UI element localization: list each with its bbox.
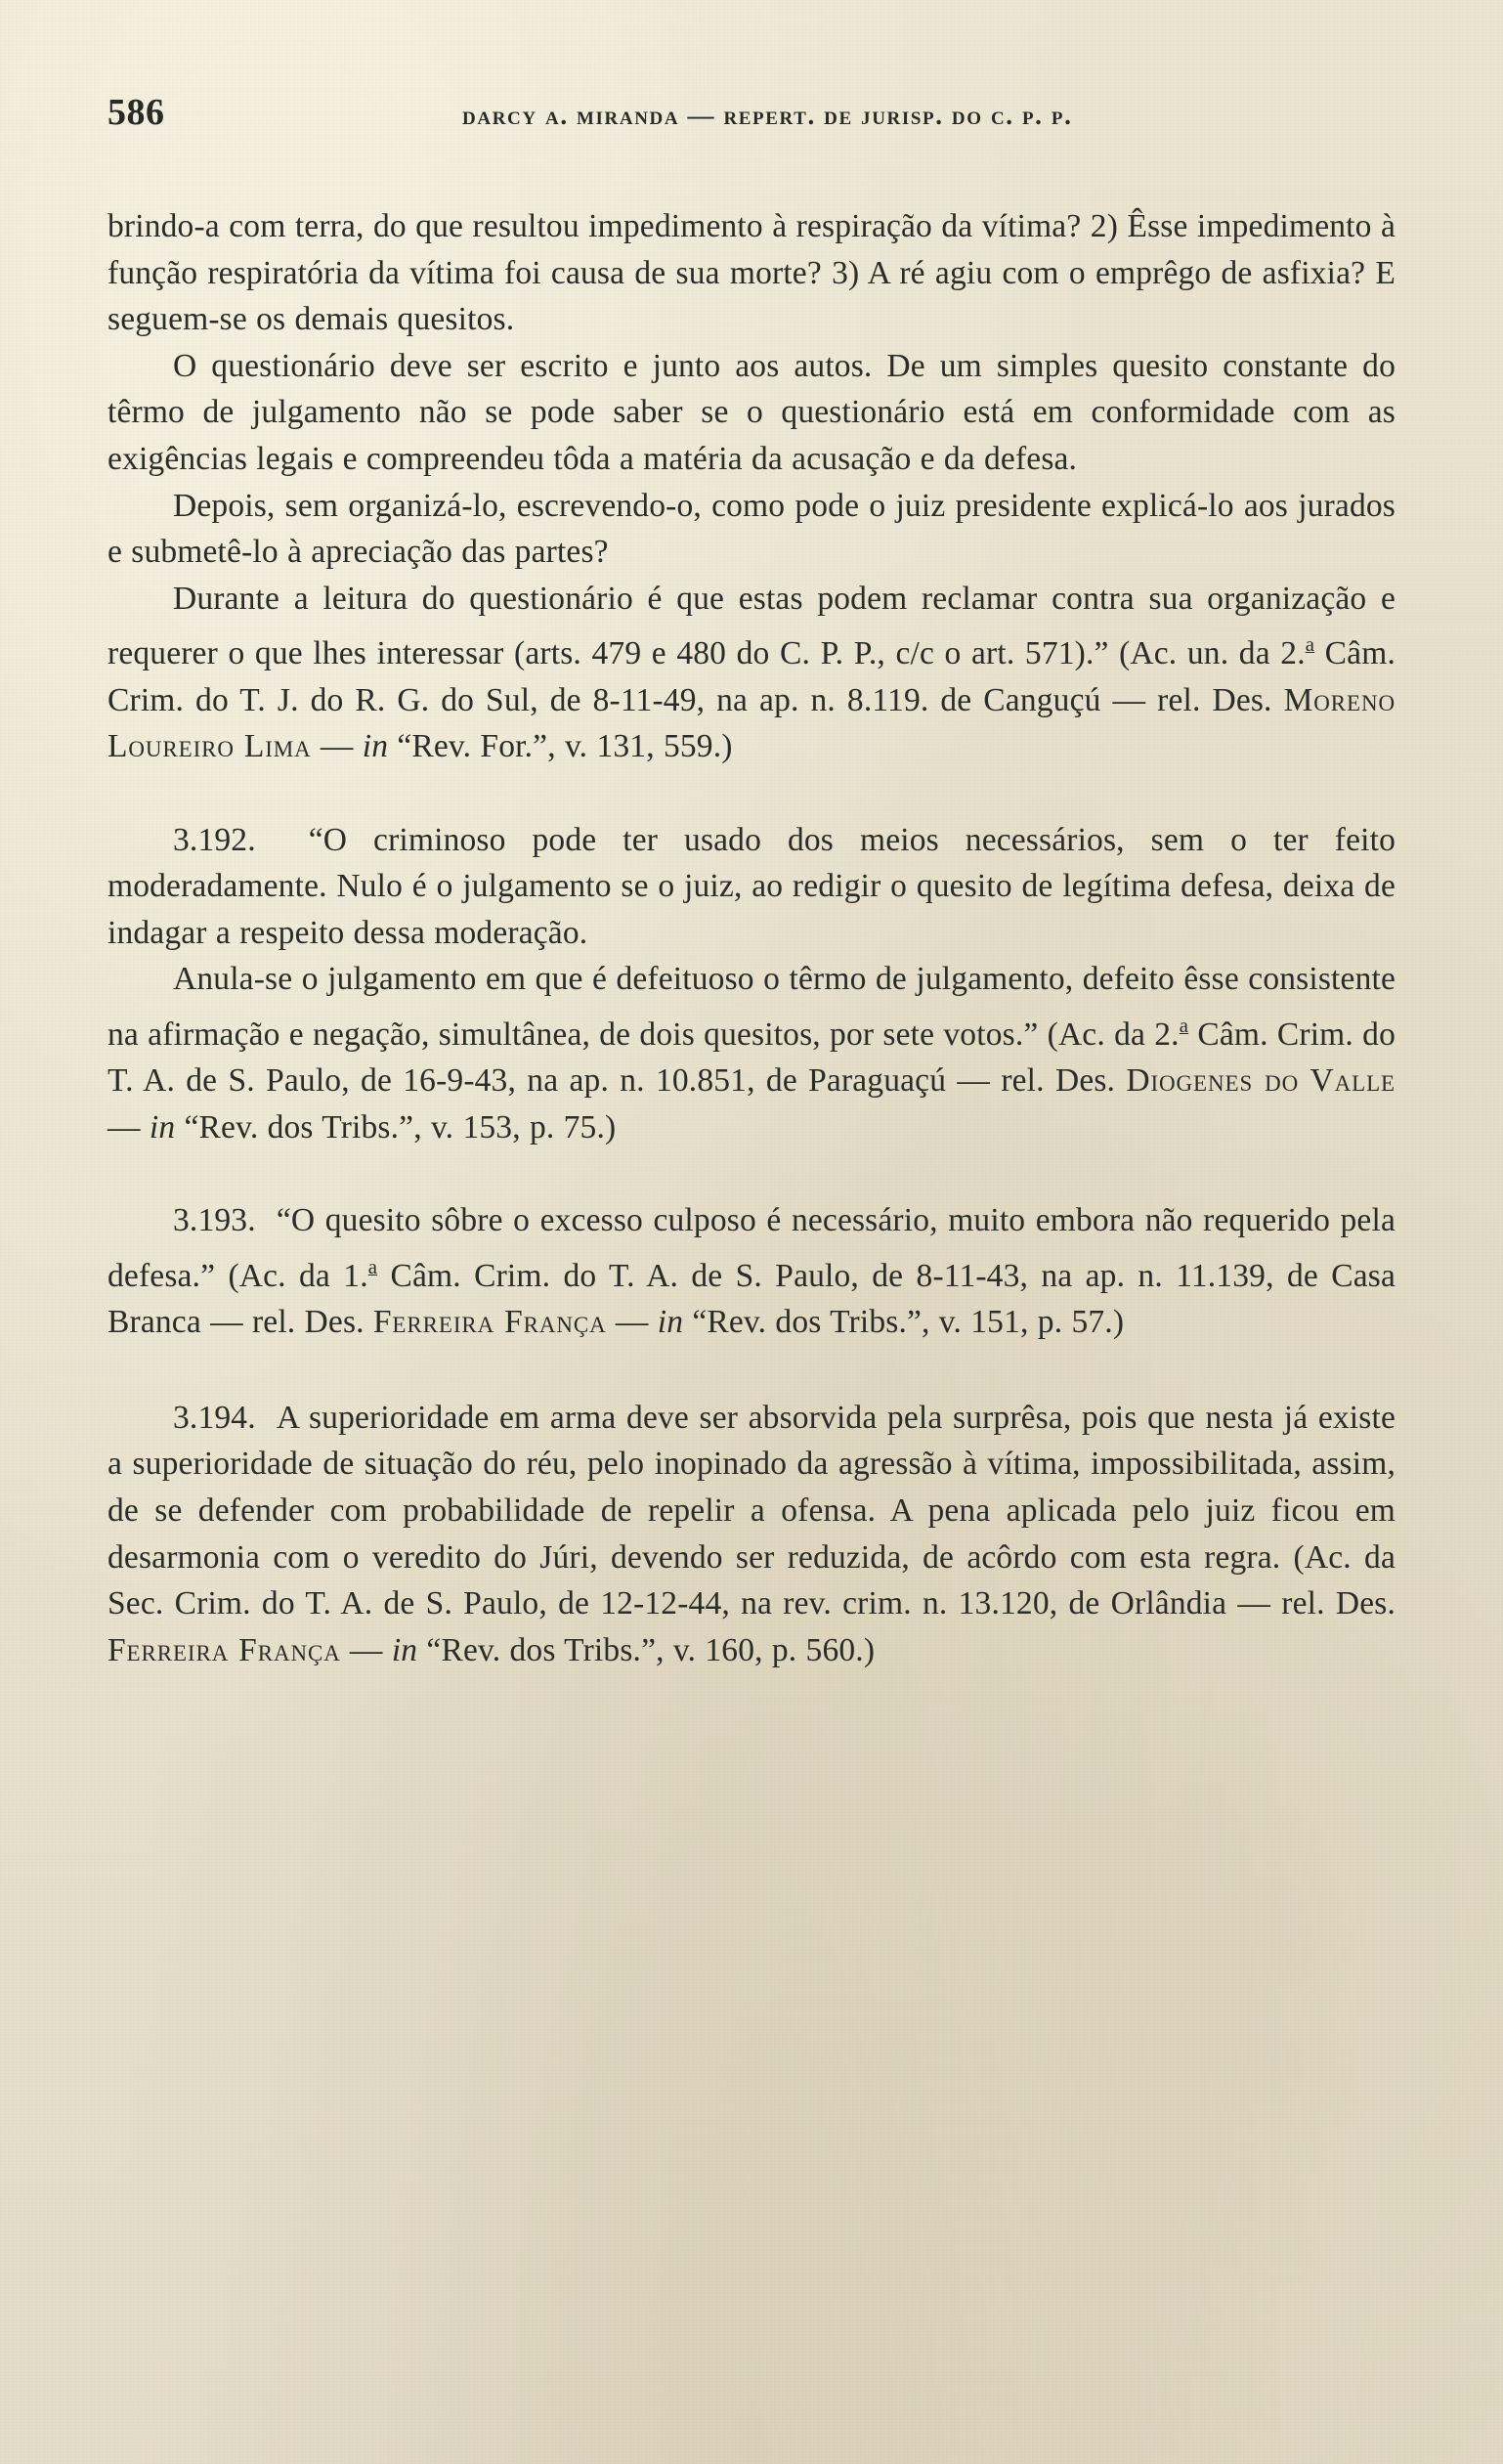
dash-separator: — (107, 1109, 150, 1146)
ordinal-marker: a (1305, 633, 1315, 657)
dash-separator: — (311, 728, 363, 765)
citation-court: Câm. Crim. do T. A. de S. Paulo, de 16-9-43, na ap. n. 10.851, de Paraguaçú — rel. Des. (107, 1016, 1396, 1100)
section-spacer (107, 770, 1396, 817)
entry-3192-continuation (107, 956, 1396, 1150)
citation-source: “Rev. For.”, v. 131, 559.) (388, 728, 733, 765)
dash-separator: — (606, 1304, 658, 1341)
in-italic: in (362, 728, 389, 765)
paragraph-continuation: brindo-a com terra, do que resultou impedimento à respiração da vítima? 2) Êsse impedimento à função respiratória da vítima foi causa de sua morte? 3) A ré agiu com o emprêgo de asfixia? E seguem-se os demais quesitos. (107, 208, 1396, 338)
running-head-title: darcy a. miranda — repert. de jurisp. do c. p. p. (462, 101, 1073, 130)
running-head (107, 94, 1396, 137)
entry-text: Anula-se o julgamento em que é defeituoso o têrmo de julgamento, defeito êsse consistente na afirmação e negação, simultânea, de dois quesitos, por sete votos.” (Ac. da 2. (107, 961, 1396, 1053)
paragraph-text: Durante a leitura do questionário é que estas podem reclamar contra sua organização e requerer o que lhes interessar (arts. 479 e 480 do C. P. P., c/c o art. 571).” (Ac. un. da 2. (107, 580, 1396, 672)
citation-court: Câm. Crim. do T. A. de S. Paulo, de 8-11-43, na ap. n. 11.139, de Casa Branca — rel. Des. (107, 1257, 1396, 1341)
judge-name: Ferreira França (107, 1631, 341, 1668)
entry-text: “O quesito sôbre o excesso culposo é necessário, muito embora não requerido pela defesa.” (Ac. da 1. (107, 1202, 1396, 1294)
dash-separator: — (340, 1631, 392, 1668)
page-content-column (107, 0, 1396, 2464)
entry-3194 (107, 1395, 1396, 1674)
entry-number: 3.194. (173, 1399, 256, 1436)
entry-number: 3.192. (173, 821, 256, 858)
in-italic: in (391, 1631, 418, 1668)
citation-source: “Rev. dos Tribs.”, v. 160, p. 560.) (417, 1631, 876, 1668)
paragraph-durante-leitura (107, 576, 1396, 770)
ordinal-marker: a (1179, 1014, 1189, 1037)
entry-3193 (107, 1197, 1396, 1346)
entry-number: 3.193. (173, 1202, 256, 1239)
entry-text: A superioridade em arma deve ser absorvida pela surprêsa, pois que nesta já existe a superioridade de situação do réu, pelo inopinado da agressão à vítima, impossibilitada, assim, de se defender com probabilidade de repelir a ofensa. A pena aplicada pelo juiz ficou em desarmonia com o veredito do Júri, devendo ser reduzida, de acôrdo com esta regra. (Ac. da Sec. Crim. do T. A. de S. Paulo, de 12-12-44, na rev. crim. n. 13.120, de Orlândia — rel. Des. (107, 1399, 1396, 1622)
paragraph-questionario: O questionário deve ser escrito e junto aos autos. De um simples quesito constante do têrmo de julgamento não se pode saber se o questionário está em conformidade com as exigências legais e compreendeu tôda a matéria da acusação e da defesa. (107, 347, 1396, 477)
page-number: 586 (107, 92, 165, 133)
entry-3192 (107, 817, 1396, 957)
section-spacer (107, 1151, 1396, 1198)
ordinal-marker: a (367, 1255, 378, 1278)
in-italic: in (657, 1304, 684, 1341)
paragraph-depois: Depois, sem organizá-lo, escrevendo-o, como pode o juiz presidente explicá-lo aos jurados e submetê-lo à apreciação das partes? (107, 487, 1396, 571)
page-body (107, 203, 1396, 1673)
judge-name: Diogenes do Valle (1126, 1062, 1396, 1100)
entry-text: “O criminoso pode ter usado dos meios necessários, sem o ter feito moderadamente. Nulo é o julgamento se o juiz, ao redigir o quesito de legítima defesa, deixa de indagar a respeito dessa moderação. (107, 821, 1396, 951)
section-spacer (107, 1346, 1396, 1395)
citation-source: “Rev. dos Tribs.”, v. 153, p. 75.) (175, 1109, 617, 1146)
in-italic: in (149, 1109, 176, 1146)
judge-name: Moreno Loureiro Lima (107, 681, 1396, 765)
citation-court: Câm. Crim. do T. J. do R. G. do Sul, de 8-11-49, na ap. n. 8.119. de Canguçú — rel. Des. (107, 635, 1396, 718)
judge-name: Ferreira França (372, 1304, 607, 1341)
citation-source: “Rev. dos Tribs.”, v. 151, p. 57.) (683, 1304, 1125, 1341)
